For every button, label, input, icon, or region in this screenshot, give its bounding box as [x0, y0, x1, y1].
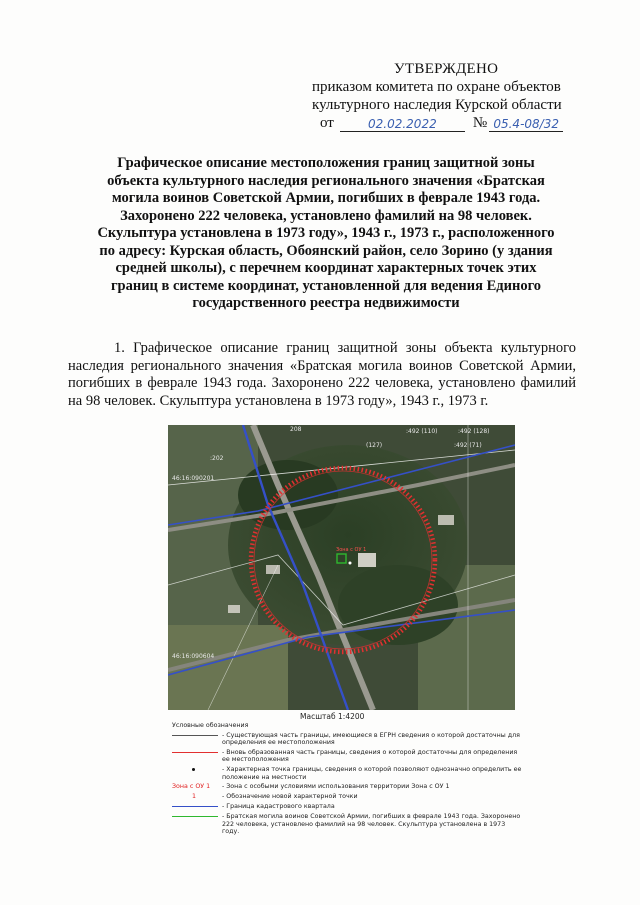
title-line: объекта культурного наследия регионального значения «Братская [107, 172, 545, 189]
title-line: по адресу: Курская область, Обоянский район, село Зорино (у здания [99, 242, 553, 259]
body-paragraph [68, 340, 576, 410]
object-swatch [172, 816, 218, 817]
approval-line-1: приказом комитета по охране объектов [312, 79, 561, 95]
quarter-boundary-swatch [172, 806, 218, 807]
document-title [72, 155, 580, 313]
title-line: Захоронено 222 человека, установлено фамилий на 98 человек. [120, 207, 532, 224]
legend-item: - Вновь образованная часть границы, сведения о которой достаточны для определения ее местоположения [172, 749, 522, 764]
title-line: границ в системе координат, установленной для ведения Единого [110, 277, 542, 294]
title-line: могила воинов Советской Армии, погибших в феврале 1943 года. [111, 190, 541, 206]
map-label: (127) [366, 442, 383, 449]
new-boundary-swatch [172, 752, 218, 753]
legend-title: Условные обозначения [172, 722, 249, 729]
legend-item: - Характерная точка границы, сведения о которой позволяют однозначно определить ее положение на местности [172, 766, 522, 781]
boundary-map [168, 425, 515, 710]
map-label: :202 [210, 455, 224, 462]
paragraph-text: 1. Графическое описание границ защитной зоны объекта культурного наследия регионального значения «Братская могила воинов Советской Армии, погибших в феврале 1943 года. Захоронено 222 человека, установлено фамилий на 98 человек. Скульптура установлена в 1973 году», 1943 г., 1973 г. [68, 340, 576, 409]
map-label: :492 (128) [458, 428, 490, 435]
title-line: Скульптура установлена в 1973 году», 1943 г., 1973 г., расположенного [97, 225, 555, 241]
legend-item: 1 - Обозначение новой характерной точки [172, 793, 522, 801]
approval-line-2: культурного наследия Курской области [312, 97, 562, 113]
map-scale: Масштаб 1:4200 [300, 712, 365, 721]
map-graphic [168, 425, 515, 710]
existing-boundary-swatch [172, 735, 218, 736]
legend-item: - Братская могила воинов Советской Армии, погибших в феврале 1943 года. Захоронено 222 человека, установлено фамилий на 98 человек. Скульптура установлена в 1973 году. [172, 813, 522, 836]
number-label: № [472, 115, 488, 131]
title-line: государственного реестра недвижимости [192, 295, 460, 311]
map-label: 46:16:090201 [172, 475, 215, 482]
zone-label: Зона с ОУ 1 [336, 547, 367, 553]
map-label: :492 (110) [406, 428, 438, 435]
legend-item: - Граница кадастрового квартала [172, 803, 522, 811]
legend-item: Зона с ОУ 1 - Зона с особыми условиями использования территории Зона с ОУ 1 [172, 783, 450, 791]
point-dot-icon [192, 768, 195, 771]
approval-block [312, 60, 612, 132]
handwritten-number: 05.4-08/32 [489, 117, 563, 132]
legend-item: - Существующая часть границы, имеющиеся в ЕГРН сведения о которой достаточны для определения ее местоположения [172, 732, 522, 747]
title-line: Графическое описание местоположения границ защитной зоны [117, 155, 535, 171]
approval-date-row [320, 114, 612, 132]
map-label: 46:16:090604 [172, 653, 215, 660]
map-label: 208 [290, 426, 302, 433]
point-number-symbol: 1 [192, 793, 197, 801]
map-legend [172, 722, 522, 838]
approval-title: УТВЕРЖДЕНО [394, 61, 499, 77]
title-line: средней школы), с перечнем координат характерных точек этих [115, 260, 537, 276]
zone-symbol: Зона с ОУ 1 [172, 783, 211, 791]
from-label: от [320, 115, 334, 131]
handwritten-date: 02.02.2022 [340, 117, 465, 132]
map-label: :492 (71) [454, 442, 482, 449]
